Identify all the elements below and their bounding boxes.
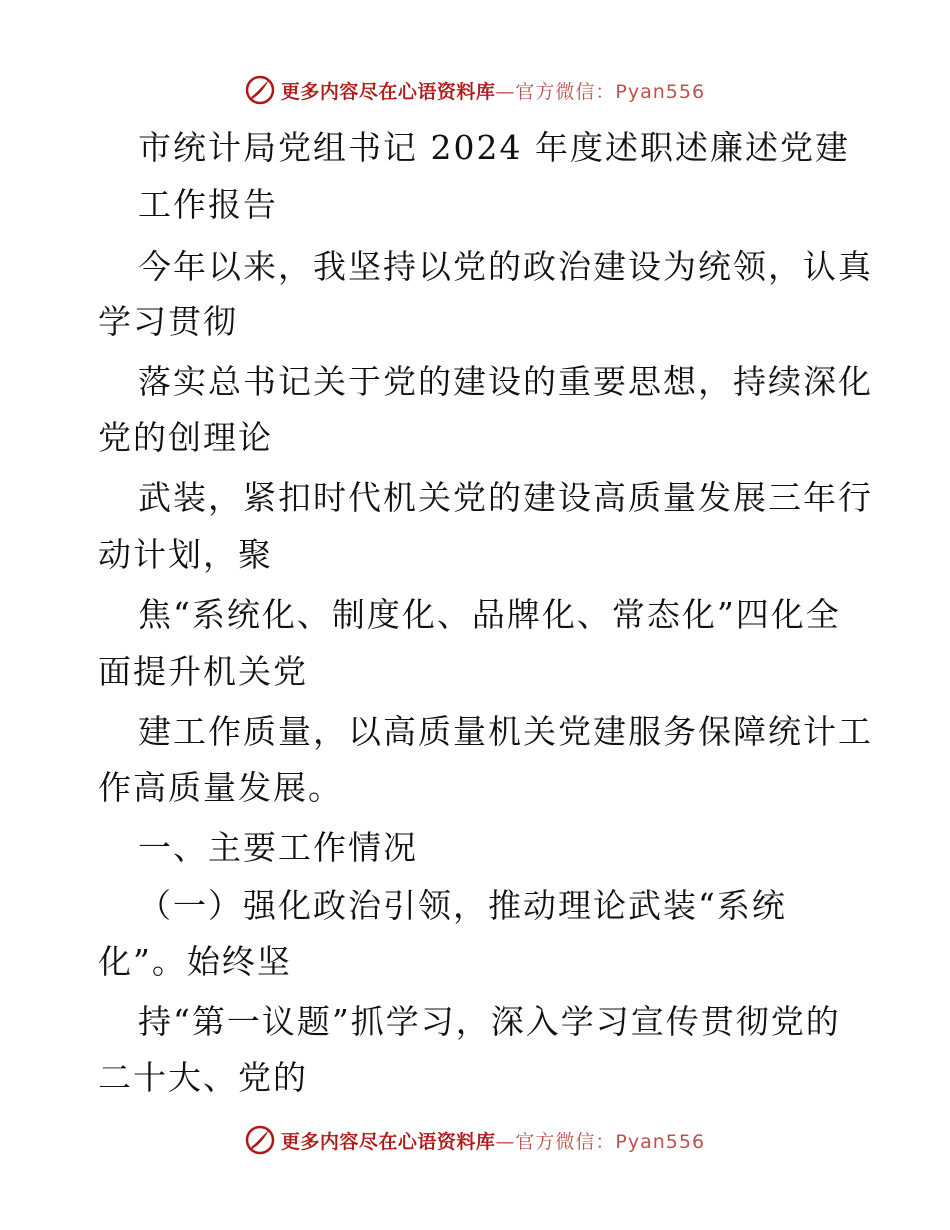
text-line: 今年以来，我坚持以党的政治建设为统领，认真 [138, 247, 873, 286]
text-line: 党的创理论 [98, 418, 273, 457]
text-line: 建工作质量，以高质量机关党建服务保障统计工 [138, 712, 873, 751]
text-line: 二十大、党的 [98, 1058, 308, 1097]
text-line: 动计划，聚 [98, 535, 273, 574]
title-line-2: 工作报告 [138, 185, 278, 224]
watermark-contact-text: —官方微信：Pyan556 [495, 80, 706, 103]
text-line: 作高质量发展。 [98, 768, 343, 807]
text-line: 持“第一议题”抓学习，深入学习宣传贯彻党的 [138, 1002, 841, 1041]
watermark-main-text: 更多内容尽在心语资料库 [280, 1130, 496, 1153]
section-heading: 一、主要工作情况 [138, 828, 418, 867]
watermark-main-text: 更多内容尽在心语资料库 [280, 80, 496, 103]
title-line-1: 市统计局党组书记 2024 年度述职述廉述党建 [138, 128, 850, 167]
text-line: 焦“系统化、制度化、品牌化、常态化”四化全 [138, 595, 841, 634]
feather-logo-icon [245, 1125, 275, 1155]
subsection-line: （一）强化政治引领，推动理论武装“系统 [138, 886, 787, 925]
text-line: 武装，紧扣时代机关党的建设高质量发展三年行 [138, 478, 873, 517]
text-line: 面提升机关党 [98, 652, 308, 691]
text-line: 落实总书记关于党的建设的重要思想，持续深化 [138, 362, 873, 401]
watermark-contact-text: —官方微信：Pyan556 [495, 1130, 706, 1153]
watermark-footer [0, 1120, 950, 1160]
text-line: 化”。始终坚 [98, 942, 292, 981]
text-line: 学习贯彻 [98, 302, 238, 341]
